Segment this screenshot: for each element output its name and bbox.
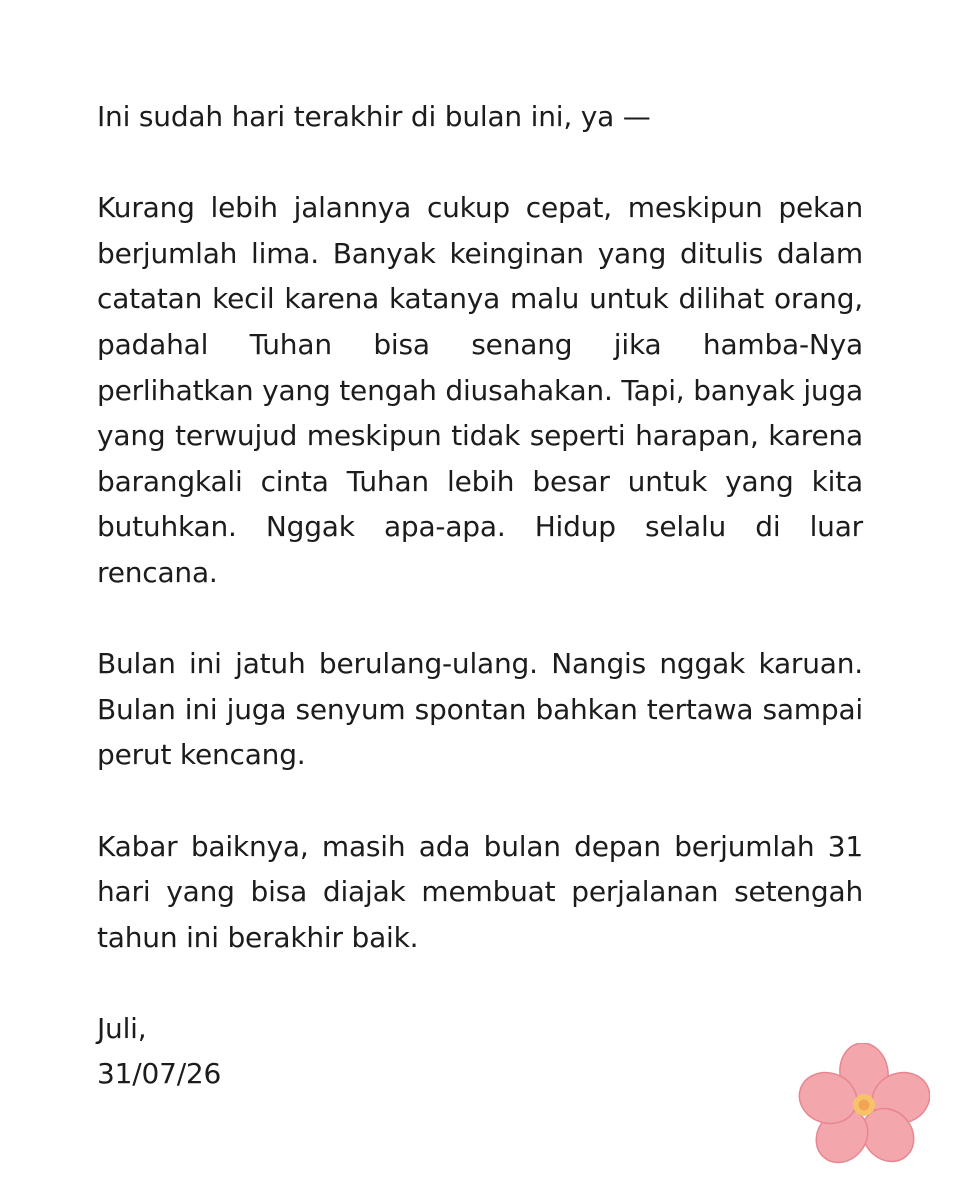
paragraph-1: Kurang lebih jalannya cukup cepat, meskipun pekan berjumlah lima. Banyak keinginan yang ditulis dalam catatan kecil karena katanya malu untuk dilihat orang, padahal Tuhan bisa senang jika hamba-Nya perlihatkan yang tengah diusahakan. Tapi, banyak juga yang terwujud meskipun tidak seperti harapan, karena barangkali cinta Tuhan lebih besar untuk yang kita butuhkan. Nggak apa-apa. Hidup selalu di luar rencana. — [97, 191, 863, 589]
pink-flower-icon — [798, 1043, 930, 1165]
paragraph-gap — [97, 778, 863, 824]
signoff-date: 31/07/26 — [97, 1057, 222, 1091]
paragraph-gap — [97, 960, 863, 1006]
signoff-month: Juli, — [97, 1011, 147, 1045]
paragraph-3: Kabar baiknya, masih ada bulan depan berjumlah 31 hari yang bisa diajak membuat perjalanan setengah tahun ini berakhir baik. — [97, 829, 863, 954]
opening-line: Ini sudah hari terakhir di bulan ini, ya — — [97, 100, 651, 133]
paragraph-2: Bulan ini jatuh berulang-ulang. Nangis nggak karuan. Bulan ini juga senyum spontan bahkan tertawa sampai perut kencang. — [97, 647, 863, 772]
flower-center — [853, 1094, 875, 1116]
paragraph-gap — [97, 140, 863, 186]
paragraph-gap — [97, 596, 863, 642]
note-body — [97, 94, 863, 1097]
